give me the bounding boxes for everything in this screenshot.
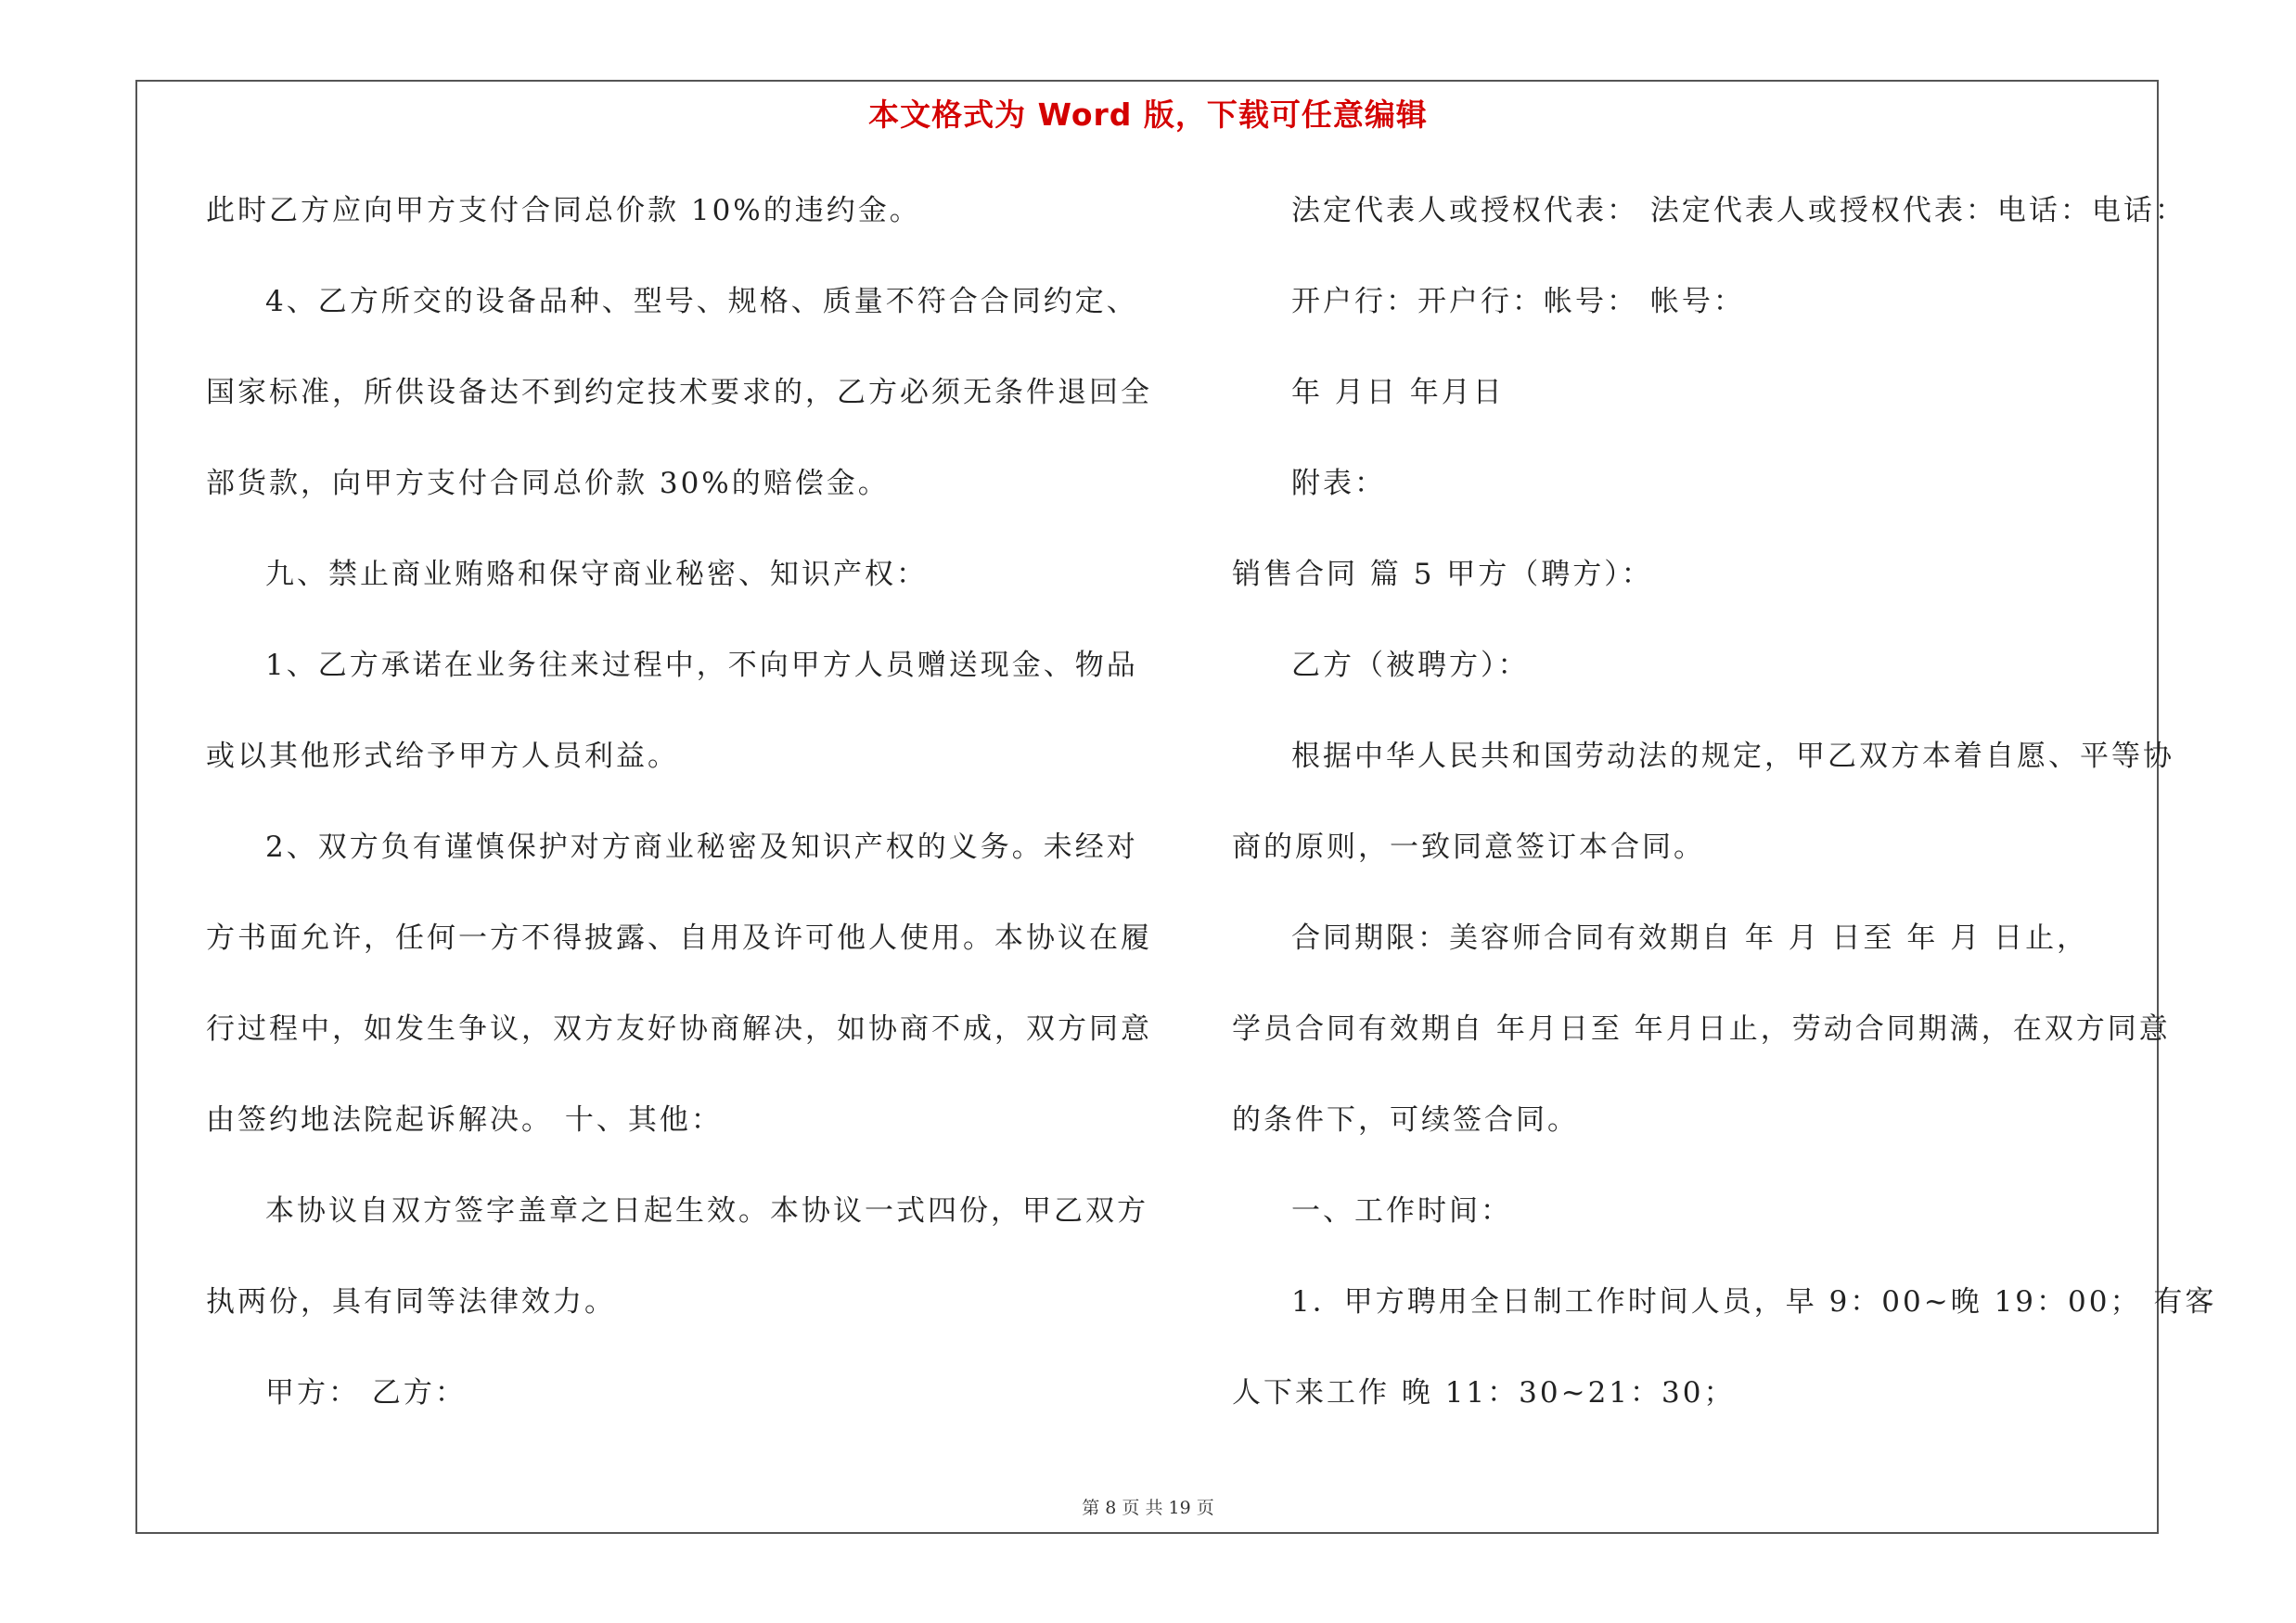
text-line: 商的原则，一致同意签订本合同。 xyxy=(1232,831,1705,864)
right-column xyxy=(1232,182,2217,1455)
date-line: 年 月日 年月日 xyxy=(1291,376,1505,409)
left-column xyxy=(206,182,1152,1455)
text-line: 1、乙方承诺在业务往来过程中，不向甲方人员赠送现金、物品 xyxy=(265,649,1138,682)
text-line: 4、乙方所交的设备品种、型号、规格、质量不符合合同约定、 xyxy=(265,285,1138,318)
section-heading: 九、禁止商业贿赂和保守商业秘密、知识产权： xyxy=(265,558,928,591)
text-line: 根据中华人民共和国劳动法的规定，甲乙双方本着自愿、平等协 xyxy=(1291,740,2174,773)
text-line: 学员合同有效期自 年月日至 年月日止，劳动合同期满，在双方同意 xyxy=(1232,1012,2171,1046)
text-line: 开户行：开户行：帐号： 帐号： xyxy=(1291,285,1745,318)
text-line: 方书面允许，任何一方不得披露、自用及许可他人使用。本协议在履 xyxy=(206,921,1152,955)
section-heading: 一、工作时间： xyxy=(1291,1194,1512,1228)
text-line: 执两份，具有同等法律效力。 xyxy=(206,1285,616,1319)
text-line: 或以其他形式给予甲方人员利益。 xyxy=(206,740,679,773)
text-line: 本协议自双方签字盖章之日起生效。本协议一式四份，甲乙双方 xyxy=(265,1194,1148,1228)
text-line: 由签约地法院起诉解决。 十、其他： xyxy=(206,1103,723,1137)
text-line: 国家标准，所供设备达不到约定技术要求的，乙方必须无条件退回全 xyxy=(206,376,1152,409)
text-line: 此时乙方应向甲方支付合同总价款 10%的违约金。 xyxy=(206,194,921,227)
word-format-banner: 本文格式为 Word 版，下载可任意编辑 xyxy=(868,97,1428,133)
text-line: 2、双方负有谨慎保护对方商业秘密及知识产权的义务。未经对 xyxy=(265,831,1138,864)
text-line: 法定代表人或授权代表： 法定代表人或授权代表：电话：电话： xyxy=(1291,194,2187,227)
text-line: 部货款，向甲方支付合同总价款 30%的赔偿金。 xyxy=(206,467,890,500)
page-number-footer: 第 8 页 共 19 页 xyxy=(1082,1498,1214,1518)
text-line: 行过程中，如发生争议，双方友好协商解决，如协商不成，双方同意 xyxy=(206,1012,1152,1046)
text-line: 附表： xyxy=(1291,467,1386,500)
text-line: 1．甲方聘用全日制工作时间人员，早 9：00~晚 19：00； 有客 xyxy=(1291,1285,2217,1319)
contract-title-line: 销售合同 篇 5 甲方（聘方）： xyxy=(1232,558,1653,591)
signature-line: 甲方： 乙方： xyxy=(265,1376,467,1410)
text-line: 乙方（被聘方）： xyxy=(1291,649,1530,682)
text-line: 合同期限：美容师合同有效期自 年 月 日至 年 月 日止， xyxy=(1291,921,2089,955)
text-line: 人下来工作 晚 11：30~21：30； xyxy=(1232,1376,1736,1410)
text-line: 的条件下，可续签合同。 xyxy=(1232,1103,1579,1137)
